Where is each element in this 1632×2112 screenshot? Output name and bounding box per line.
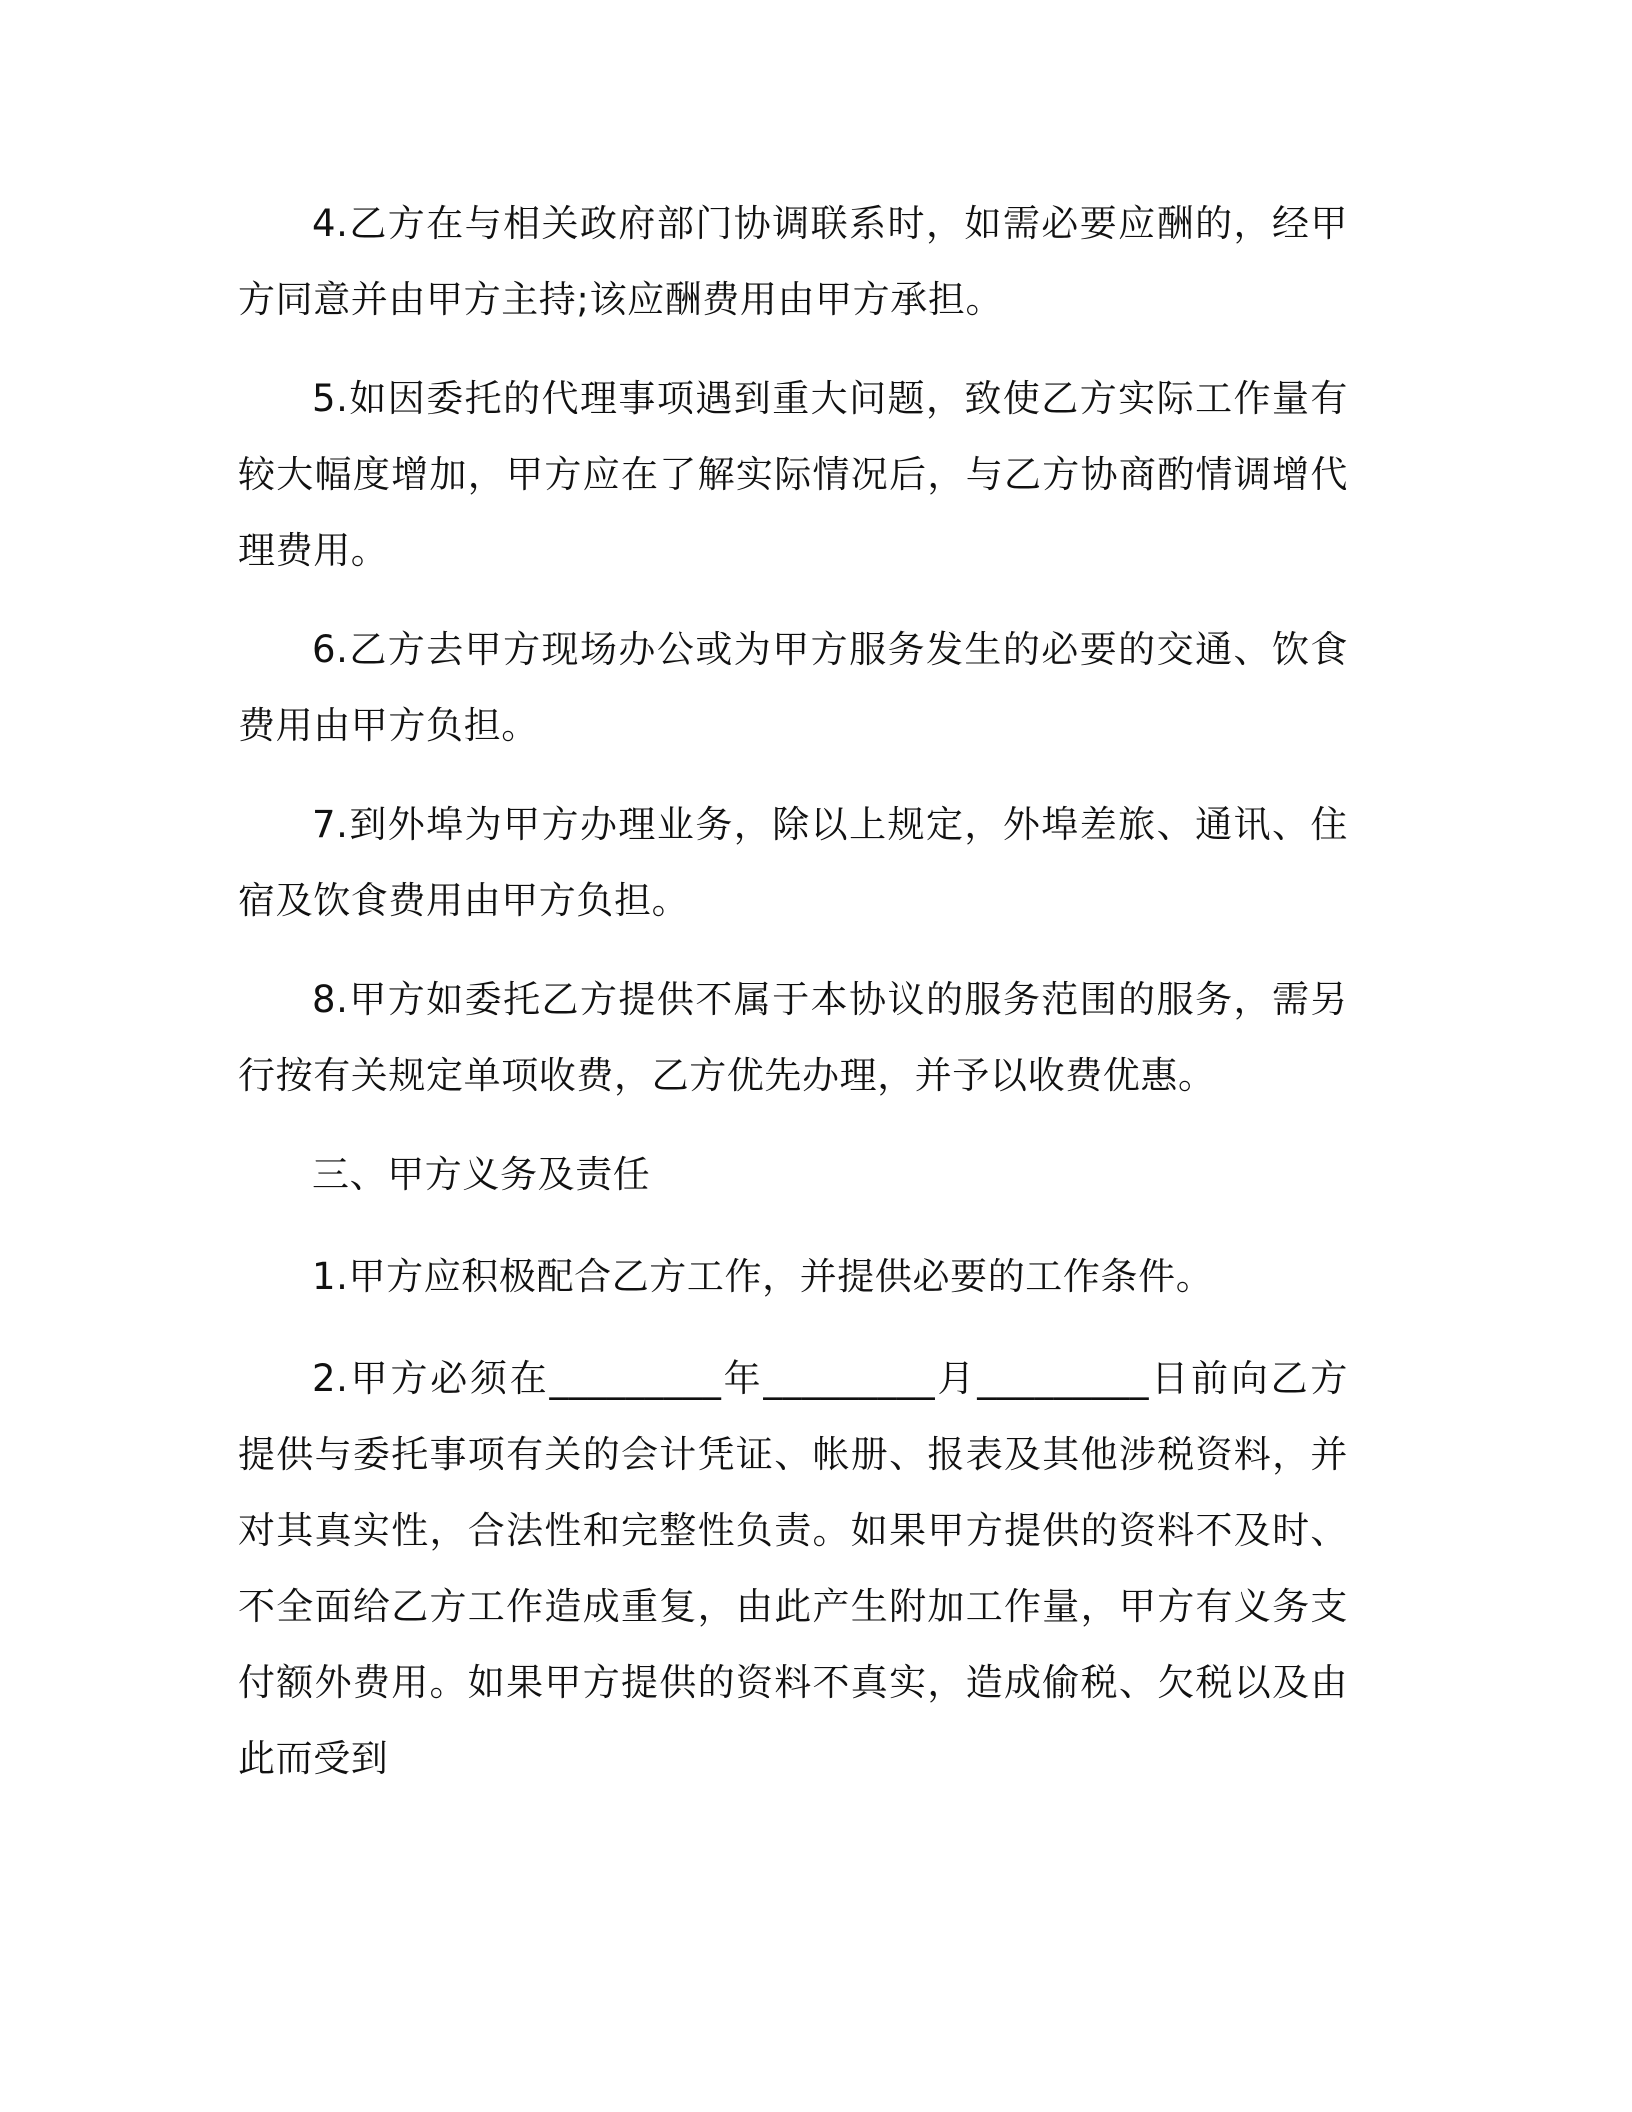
paragraph-5: 5.如因委托的代理事项遇到重大问题，致使乙方实际工作量有较大幅度增加，甲方应在了解实际情况后，与乙方协商酌情调增代理费用。 [238, 377, 1348, 572]
section-paragraph-1: 1.甲方应积极配合乙方工作，并提供必要的工作条件。 [312, 1255, 1214, 1298]
paragraph-4: 4.乙方在与相关政府部门协调联系时，如需必要应酬的，经甲方同意并由甲方主持;该应酬费用由甲方承担。 [238, 202, 1348, 321]
paragraph-6: 6.乙方去甲方现场办公或为甲方服务发生的必要的交通、饮食费用由甲方负担。 [238, 628, 1348, 747]
section-heading: 三、甲方义务及责任 [312, 1153, 651, 1196]
section-paragraph-2: 2.甲方必须在_________年_________月_________日前向乙方提供与委托事项有关的会计凭证、帐册、报表及其他涉税资料，并对其真实性，合法性和完整性负责。如果甲方提供的资料不及时、不全面给乙方工作造成重复，由此产生附加工作量，甲方有义务支付额外费用。如果甲方提供的资料不真实，造成偷税、欠税以及由此而受到 [238, 1357, 1348, 1780]
paragraph-8: 8.甲方如委托乙方提供不属于本协议的服务范围的服务，需另行按有关规定单项收费，乙方优先办理，并予以收费优惠。 [238, 978, 1348, 1097]
paragraph-7: 7.到外埠为甲方办理业务，除以上规定，外埠差旅、通讯、住宿及饮食费用由甲方负担。 [238, 803, 1348, 922]
document-body [238, 186, 1348, 1797]
